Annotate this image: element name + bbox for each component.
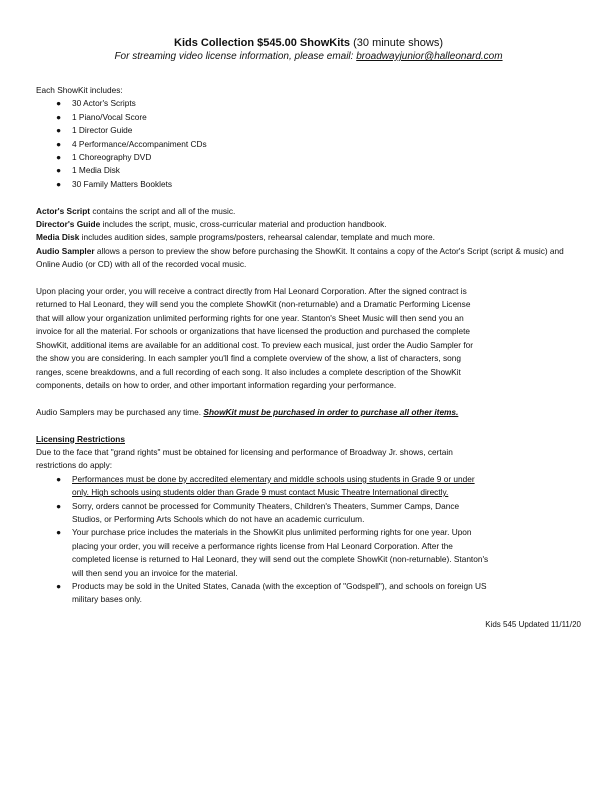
list-item: ● Your purchase price includes the materials in the ShowKit plus unlimited performing rights for one year. Upon placing your order, you will receive a performance rights license from Hal Leonard Corporation. After the completed license is returned to Hal Leonard, they will send out the complete ShowKit (non-returnable). Stanton's will then send you an invoice for the material.	[56, 527, 489, 578]
bullet-icon: ●	[56, 98, 62, 109]
list-item: ● 1 Media Disk	[36, 164, 581, 177]
bullet-icon: ●	[56, 138, 62, 149]
bullet-icon: ●	[56, 111, 62, 122]
list-item: ● 4 Performance/Accompaniment CDs	[36, 138, 581, 151]
bullet-icon: ●	[56, 580, 62, 591]
bullet-icon: ●	[56, 165, 62, 176]
title-rest: (30 minute shows)	[350, 37, 443, 49]
bullet-icon: ●	[56, 152, 62, 163]
list-item: ● Products may be sold in the United States, Canada (with the exception of "Godspell"), and schools on foreign US military bases only.	[56, 580, 487, 605]
licensing-heading: Licensing Restrictions	[36, 433, 125, 444]
title-bold: Kids Collection $545.00 ShowKits	[174, 37, 351, 49]
page-title	[36, 37, 581, 50]
includes-intro: Each ShowKit includes:	[36, 85, 123, 95]
document-page: Kids Collection $545.00 ShowKits (30 minute shows) For streaming video license information, please email: broadwayjunior@halleonard.com Each ShowKit includes: ● 30 Actor's Scripts ● 1 Piano/Vocal Score ● 1 Director Guide ● 4 Performance/Accompaniment CDs ● 1 Choreography DVD ● 1 Media Disk ● 30 Family Matters Booklets Actor's Script contains the script and all of the music. Director's Guide includes the script, music, cross-curricular material and production handbook. Media Disk includes audition sides, sample programs/posters, rehearsal calendar, template and much more. Audio Sampler allows a person to preview the show before purchasing the ShowKit. It contains a copy of the Actor's Script (script & music) and Online Audio (or CD) with all of the recorded vocal music. Upon placing your order, you will receive a contract directly from Hal Leonard Corporation. After the signed contract is returned to Hal Leonard, they will send you the complete ShowKit (non-returnable) and a Dramatic Performing License that will allow your organization unlimited performing rights for one year. Stanton's Sheet Music will then send you an invoice for all the material. For schools or organizations that have licensed the production and purchased the complete ShowKit, additional items are available for an additional cost. To preview each musical, just order the Audio Sampler for the show you are considering. In each sampler you'll find a complete overview of the show, a list of characters, song ranges, scene breakdowns, and a full recording of each song. It also includes a complete description of the ShowKit components, details on how to order, and other important information regarding your performance. Audio Samplers may be purchased any time. ShowKit must be purchased in order to purchase all other items. Licensing Restrictions Due to the face that "grand rights" must be obtained for licensing and performance of Broadway Jr. shows, certain restrictions do apply: ● Performances must be done by accredited elementary and middle schools using students in Grade 9 or under only. High schools using students older than Grade 9 must contact Music Theatre International directly. ● Sorry, orders cannot be processed for Community Theaters, Children's Theaters, Summer Camps, Dance Studios, or Performing Arts Schools which do not have an academic curriculum. ● Your purchase price includes the materials in the ShowKit plus unlimited performing rights for one year. Upon placing your order, you will receive a performance rights license from Hal Leonard Corporation. After the completed license is returned to Hal Leonard, they will send out the complete ShowKit (non-returnable). Stanton's will then send you an invoice for the material. ● Products may be sold in the United States, Canada (with the exception of "Godspell"), and schools on foreign US military bases only. Kids 545 Updated 11/11/20	[36, 37, 581, 629]
email-link[interactable]: broadwayjunior@halleonard.com	[356, 51, 503, 62]
list-item: ● 1 Director Guide	[36, 124, 581, 137]
bullet-icon: ●	[56, 500, 62, 511]
page-subtitle	[36, 50, 581, 64]
bullet-icon: ●	[56, 527, 62, 538]
list-item: ● Performances must be done by accredited elementary and middle schools using students in Grade 9 or under only. High schools using students older than Grade 9 must contact Music Theatre International directly.	[56, 473, 475, 498]
list-item: ● 30 Family Matters Booklets	[36, 178, 581, 191]
licensing-list	[36, 473, 581, 607]
subtitle-text: For streaming video license information, please email:	[114, 51, 357, 62]
definition-audio-sampler: Audio Sampler allows a person to preview the show before purchasing the ShowKit. It contains a copy of the Actor's Script (script & music) and Online Audio (or CD) with all of the recorded vocal music.	[36, 245, 564, 270]
list-item: ● Sorry, orders cannot be processed for Community Theaters, Children's Theaters, Summer Camps, Dance Studios, or Performing Arts Schools which do not have an academic curriculum.	[56, 500, 460, 524]
bullet-icon: ●	[56, 178, 62, 189]
definition-directors-guide: Director's Guide includes the script, music, cross-curricular material and production handbook.	[36, 219, 387, 230]
list-item: ● 1 Choreography DVD	[36, 151, 581, 164]
footer-note: Kids 545 Updated 11/11/20	[485, 619, 581, 629]
list-item: ● 30 Actor's Scripts	[36, 97, 581, 110]
list-item: ● 1 Piano/Vocal Score	[36, 111, 581, 124]
definition-actors-script: Actor's Script contains the script and all of the music.	[36, 205, 236, 216]
bullet-icon: ●	[56, 473, 62, 484]
definition-media-disk: Media Disk includes audition sides, sample programs/posters, rehearsal calendar, template and much more.	[36, 232, 435, 243]
showkit-requirement: ShowKit must be purchased in order to purchase all other items.	[203, 406, 459, 417]
ordering-paragraph: Upon placing your order, you will receive a contract directly from Hal Leonard Corporation. After the signed contract is returned to Hal Leonard, they will send you the complete ShowKit (non-returnable) and a Dramatic Performing License that will allow your organization unlimited performing rights for one year. Stanton's Sheet Music will then send you an invoice for all the material. For schools or organizations that have licensed the production and purchased the complete ShowKit, additional items are available for an additional cost. To preview each musical, just order the Audio Sampler for the show you are considering. In each sampler you'll find a complete overview of the show, a list of characters, song ranges, scene breakdowns, and a full recording of each song. It also includes a complete description of the ShowKit components, details on how to order, and other important information regarding your performance.	[36, 286, 474, 390]
bullet-icon: ●	[56, 125, 62, 136]
sampler-note: Audio Samplers may be purchased any time. ShowKit must be purchased in order to purchase all other items.	[36, 406, 459, 417]
includes-list	[36, 97, 581, 191]
